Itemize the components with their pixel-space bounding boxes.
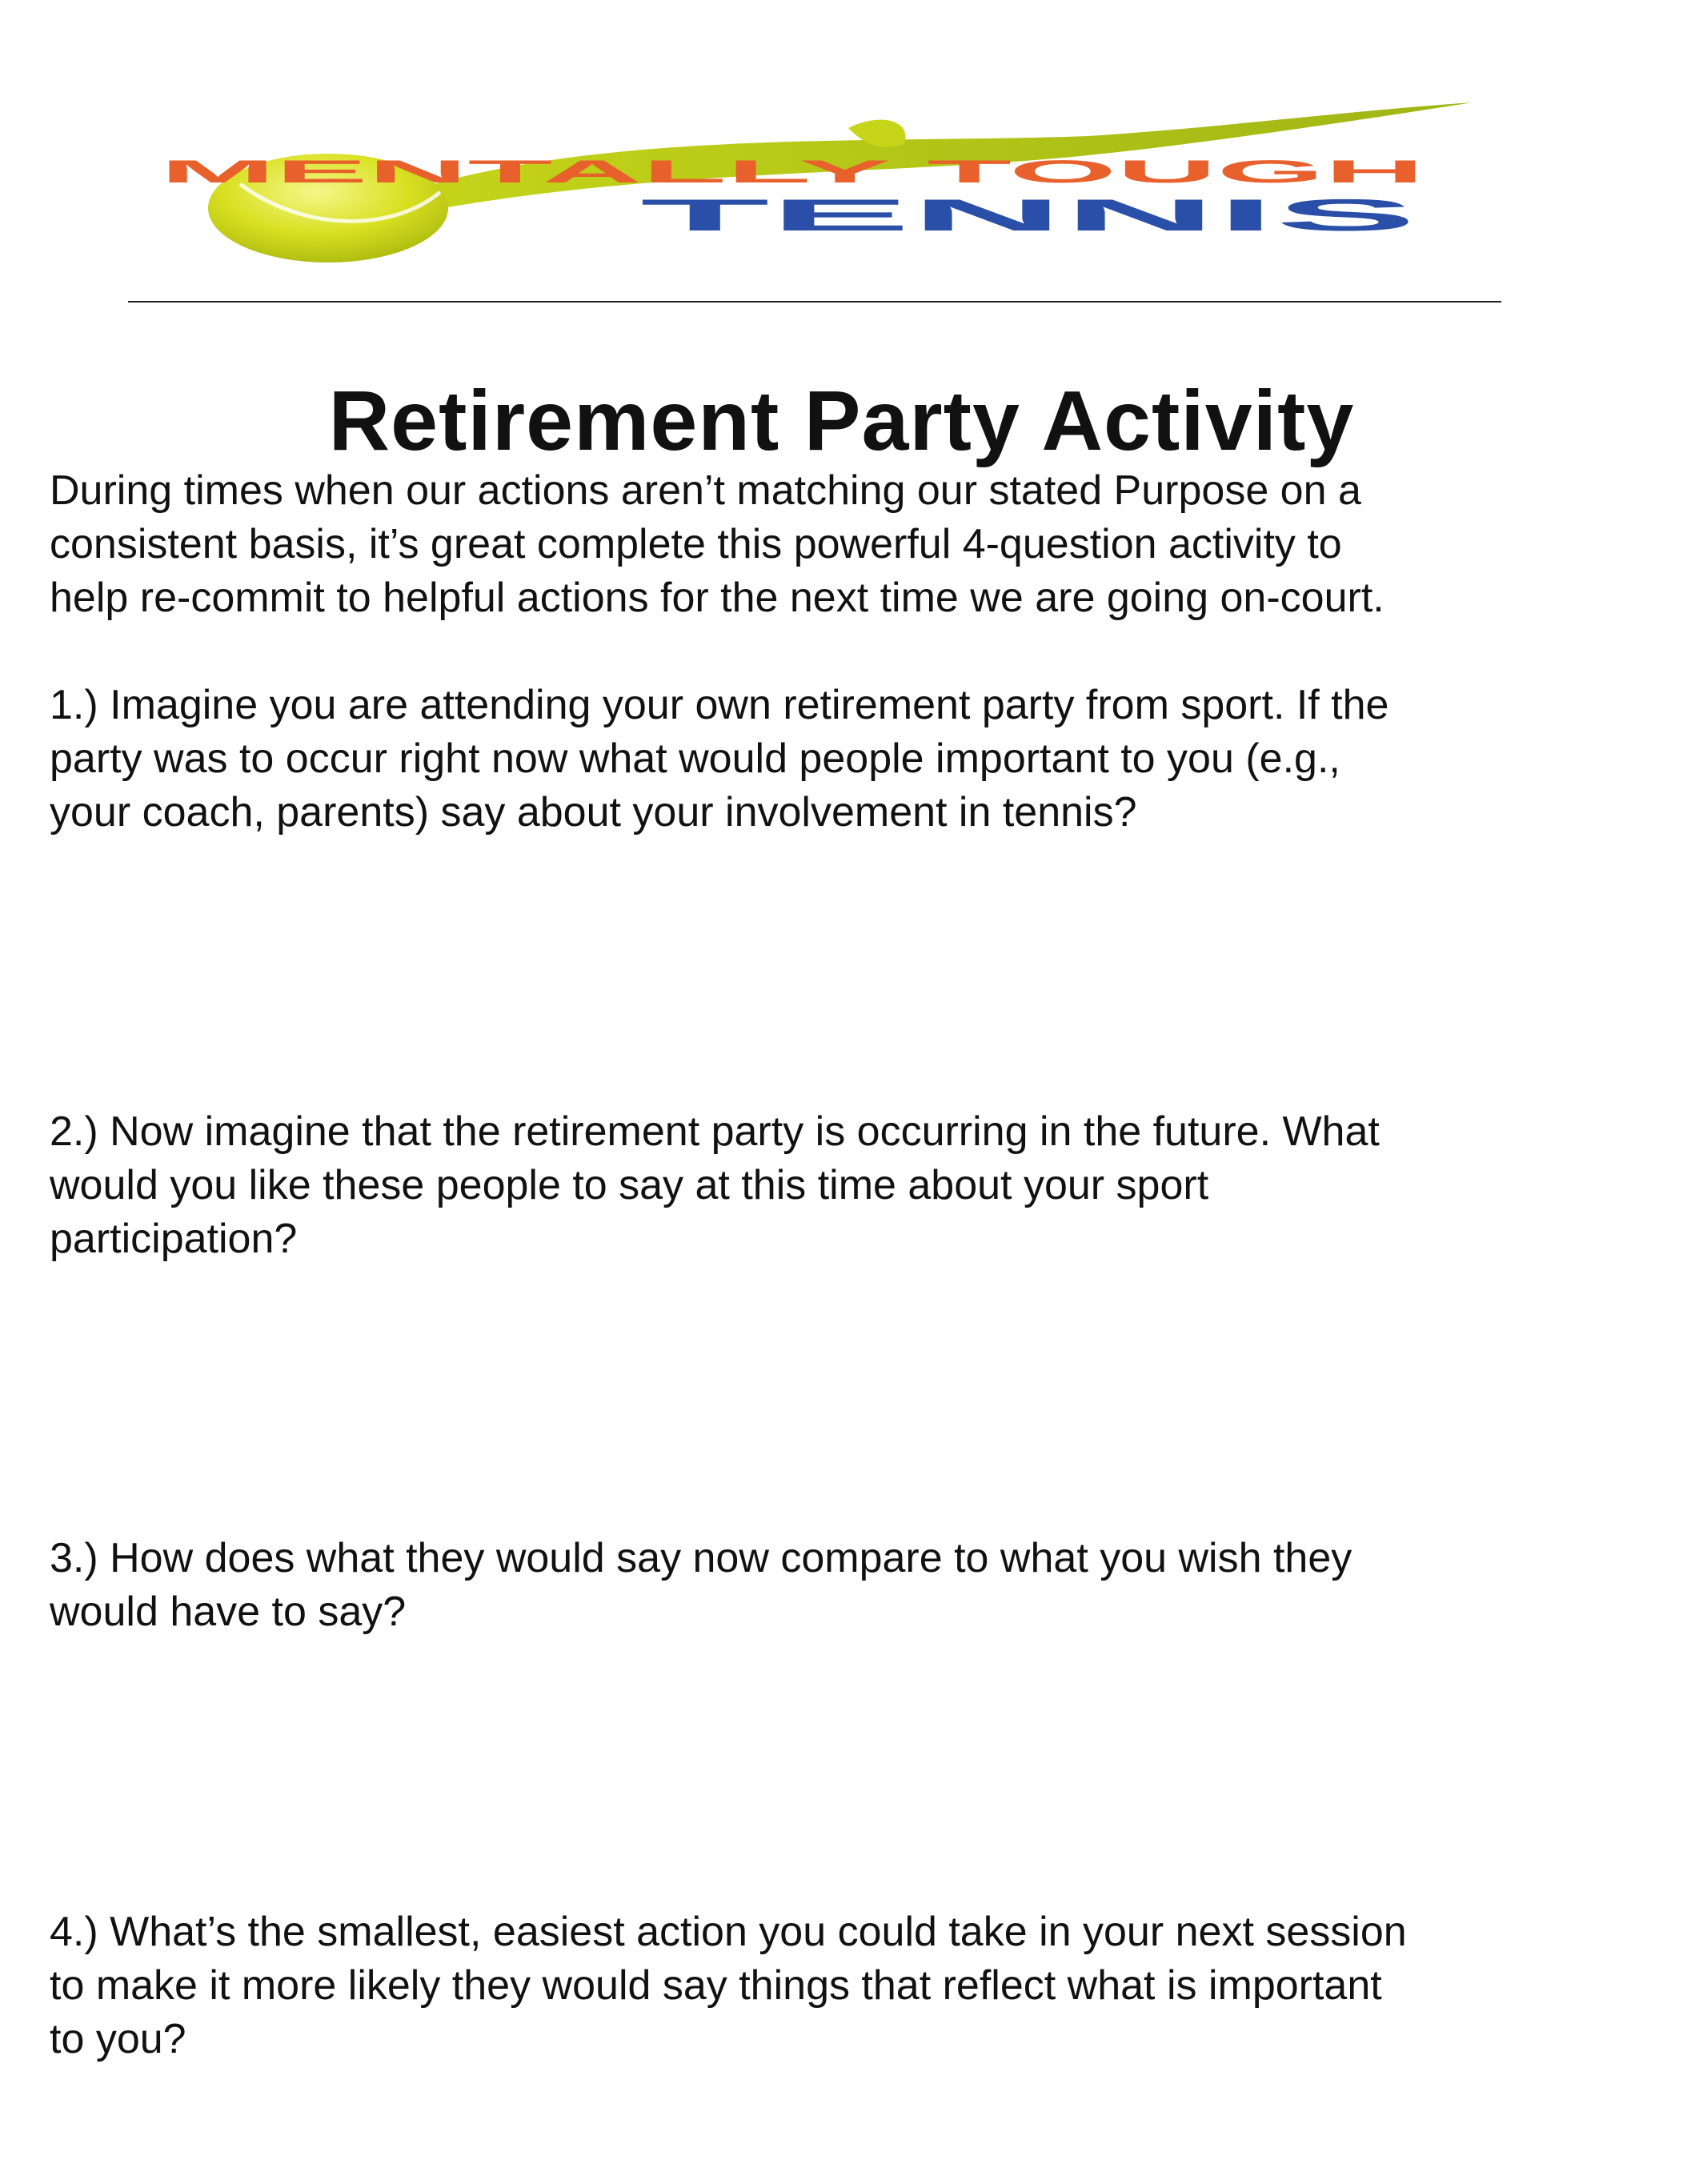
question-3	[50, 1532, 1618, 1639]
question-line: party was to occur right now what would people important to you (e.g.,	[50, 735, 1340, 782]
question-line: your coach, parents) say about your involvement in tennis?	[50, 789, 1137, 836]
page-title: Retirement Party Activity	[328, 374, 1355, 469]
intro-line: consistent basis, it’s great complete this powerful 4-question activity to	[50, 521, 1342, 567]
question-line: participation?	[50, 1216, 298, 1262]
logo-line2: TENNIS	[640, 190, 1417, 240]
intro-paragraph	[50, 464, 1618, 625]
intro-line: help re-commit to helpful actions for the next time we are going on-court.	[50, 575, 1384, 621]
header-divider	[128, 301, 1501, 303]
mentally-tough-tennis-logo	[160, 96, 1505, 264]
question-line: 4.) What’s the smallest, easiest action you could take in your next session	[50, 1909, 1407, 1955]
question-line: 2.) Now imagine that the retirement party is occurring in the future. What	[50, 1108, 1380, 1155]
question-4	[50, 1905, 1618, 2066]
logo-line1: MENTALLY TOUGH	[160, 154, 1425, 190]
question-line: would have to say?	[50, 1589, 407, 1635]
question-line: 3.) How does what they would say now compare to what you wish they	[50, 1535, 1352, 1581]
question-1	[50, 679, 1618, 840]
question-line: to you?	[50, 2016, 186, 2062]
question-line: would you like these people to say at this time about your sport	[50, 1162, 1209, 1208]
question-2	[50, 1105, 1618, 1266]
question-line: 1.) Imagine you are attending your own retirement party from sport. If the	[50, 682, 1389, 728]
question-line: to make it more likely they would say things that reflect what is important	[50, 1962, 1382, 2009]
intro-line: During times when our actions aren’t matching our stated Purpose on a	[50, 467, 1361, 514]
